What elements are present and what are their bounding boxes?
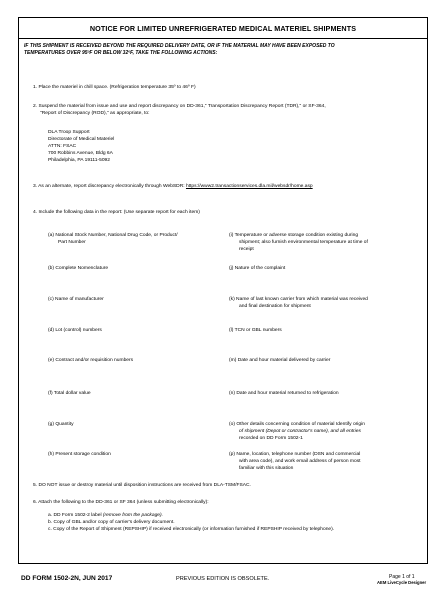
form-number: DD FORM 1502-2N, JUN 2017 xyxy=(21,575,113,582)
item-a-line-1: (a) National Stock Number, National Drug Code, or Product/ xyxy=(48,233,178,238)
step-3-text: 3. As an alternate, report discrepancy electronically through WebSDR: xyxy=(33,184,186,189)
address-line: Philadelphia, PA 19111-5092 xyxy=(48,158,110,163)
item-h: (h) Present storage condition xyxy=(48,452,111,457)
address-line: 700 Robbins Avenue, Bldg 6A xyxy=(48,151,113,156)
item-k-line-2: and final destination for shipment xyxy=(239,304,311,309)
item-i-line-1: (i) Temperature or adverse storage condition existing during xyxy=(229,233,359,238)
item-a-line-2: Part Number xyxy=(58,240,86,245)
item-j: (j) Nature of the complaint xyxy=(229,266,286,271)
step-6: 6. Attach the following to the DD-361 or SF 364 (unless submitting electronically): xyxy=(33,500,209,505)
item-i-line-3: receipt xyxy=(239,247,254,252)
item-o-line-2: of shipment (Depot or contractor's name), and all entries xyxy=(239,429,361,434)
item-k-line-1: (k) Name of last known carrier from which material was received xyxy=(229,297,368,302)
step-2-line-1: 2. Suspend the material from issue and use and report discrepancy on DD-361," Transportation Discrepancy Report (TDR)," or SF-364, xyxy=(33,104,326,109)
websdr-link[interactable]: https://www2.transactionservices.dla.mil/websdr/home.asp xyxy=(185,184,313,189)
step-6-item-a-note: (remove from the package). xyxy=(102,513,163,518)
step-6-item-b: b. Copy of GBL and/or copy of carrier's delivery document. xyxy=(48,520,175,525)
item-o-line-3: recorded on DD Form 1502-1 xyxy=(239,436,303,441)
form-frame xyxy=(18,17,428,564)
address-line: Directorate of Medical Materiel xyxy=(48,137,115,142)
item-c: (c) Name of manufacturer xyxy=(48,297,104,302)
designer-credit: AEM LiveCycle Designer xyxy=(377,580,427,585)
item-l: (l) TCN or GBL numbers xyxy=(229,328,282,333)
step-2-line-2: "Report of Discrepancy (ROD)," as appropriate, to: xyxy=(40,111,150,116)
address-line: DLA Troop Support xyxy=(48,130,90,135)
item-p-line-3: familiar with this situation xyxy=(239,466,294,471)
item-d: (d) Lot (control) numbers xyxy=(48,328,102,333)
warning-line-2: TEMPERATURES OVER 95ºF OR BELOW 32ºF, TAKE THE FOLLOWING ACTIONS: xyxy=(24,50,218,56)
step-6-item-a xyxy=(48,513,163,519)
page-number: Page 1 of 1 xyxy=(389,574,415,580)
form-title: NOTICE FOR LIMITED UNREFRIGERATED MEDICAL MATERIEL SHIPMENTS xyxy=(19,18,427,39)
item-m: (m) Date and hour material delivered by carrier xyxy=(229,358,331,363)
warning-line-1: IF THIS SHIPMENT IS RECEIVED BEYOND THE REQUIRED DELIVERY DATE, OR IF THE MATERIAL MAY HAVE BEEN EXPOSED TO xyxy=(24,43,335,49)
item-i-line-2: shipment; also furnish environmental temperature at time of xyxy=(239,240,368,245)
step-4: 4. Include the following data in the report: (Use separate report for each item) xyxy=(33,210,200,215)
item-p-line-2: with area code), and work email address of person most xyxy=(239,459,361,464)
previous-edition-note: PREVIOUS EDITION IS OBSOLETE. xyxy=(176,576,270,582)
step-1: 1. Place the materiel in chill space. (Refrigeration temperature 35º to 46º F) xyxy=(33,85,196,90)
item-f: (f) Total dollar value xyxy=(48,391,91,396)
item-n: (n) Date and hour material returned to refrigeration xyxy=(229,391,339,396)
address-line: ATTN: FSAC xyxy=(48,144,77,149)
item-e: (e) Contract and/or requisition numbers xyxy=(48,358,134,363)
step-6-item-a-text: a. DD Form 1502-2 label xyxy=(48,513,103,518)
item-o-line-1: (o) Other details concerning condition of material Identify origin xyxy=(229,422,365,427)
step-5: 5. DO NOT issue or destroy material until disposition instructions are received from DLA-TSM/FSAC. xyxy=(33,483,251,488)
item-b: (b) Complete Nomenclature xyxy=(48,266,109,271)
item-g: (g) Quantity xyxy=(48,422,74,427)
item-p-line-1: (p) Name, location, telephone number (DSN and commercial xyxy=(229,452,361,457)
step-6-item-c: c. Copy of the Report of Shipment (REPSHIP) if received electronically (or information furnished if REPSHIP received by telephone). xyxy=(48,527,335,532)
step-3 xyxy=(33,184,313,190)
